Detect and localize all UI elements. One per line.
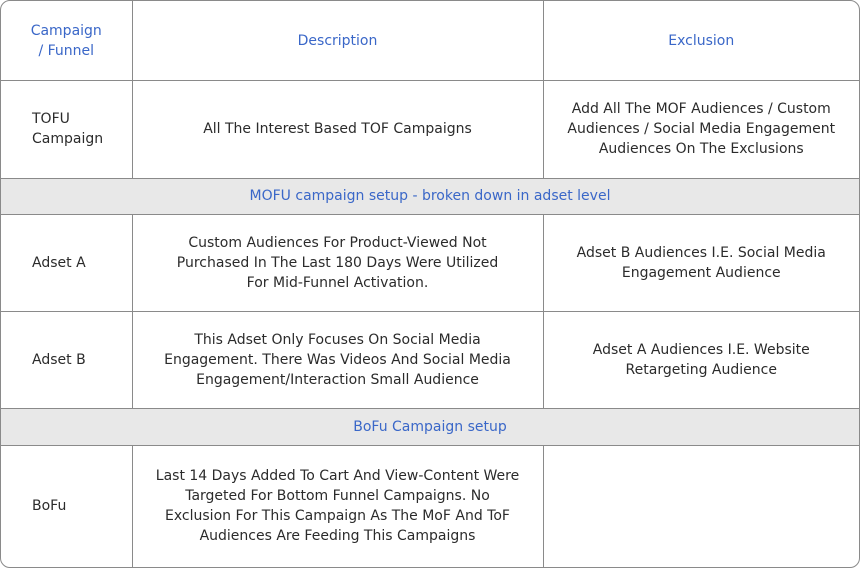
row-description (132, 214, 543, 311)
table-row-tofu (1, 81, 859, 178)
description-line: Engagement/Interaction Small Audience (196, 372, 479, 389)
row-description (132, 312, 543, 409)
description-line: Engagement. There Was Videos And Social Media (164, 352, 511, 369)
exclusion-line: Retargeting Audience (625, 362, 777, 379)
header-campaign-line1: Campaign (30, 22, 102, 39)
header-row (1, 1, 859, 81)
header-exclusion: Exclusion (543, 1, 859, 81)
description-line: Audiences Are Feeding This Campaigns (199, 528, 476, 545)
row-label: Adset A (1, 214, 132, 311)
section-title: MOFU campaign setup - broken down in adset level (1, 178, 859, 214)
row-label-line2: Campaign (32, 131, 104, 148)
description-line: Custom Audiences For Product-Viewed Not (188, 234, 487, 251)
header-campaign-line2: / Funnel (38, 42, 95, 59)
description-line: Last 14 Days Added To Cart And View-Content Were (155, 468, 520, 485)
description-line: For Mid-Funnel Activation. (246, 274, 429, 291)
table-row-adset-b (1, 312, 859, 409)
section-title: BoFu Campaign setup (1, 409, 859, 445)
description-line: Purchased In The Last 180 Days Were Utilized (176, 254, 499, 271)
description-line: Targeted For Bottom Funnel Campaigns. No (185, 488, 490, 505)
exclusion-line: Audiences / Social Media Engagement (567, 121, 836, 138)
table-row-adset-a (1, 214, 859, 311)
exclusion-line: Add All The MOF Audiences / Custom (571, 101, 831, 118)
exclusion-line: Audiences On The Exclusions (598, 141, 804, 158)
header-campaign-funnel (1, 1, 132, 81)
exclusion-line: Engagement Audience (621, 264, 781, 281)
row-description: All The Interest Based TOF Campaigns (132, 81, 543, 178)
row-exclusion (543, 214, 859, 311)
funnel-table-grid (1, 1, 859, 567)
description-line: Exclusion For This Campaign As The MoF And ToF (165, 508, 510, 525)
description-line: This Adset Only Focuses On Social Media (194, 332, 481, 349)
row-label: Adset B (1, 312, 132, 409)
row-exclusion (543, 312, 859, 409)
section-row-bofu (1, 409, 859, 445)
section-row-mofu (1, 178, 859, 214)
exclusion-line: Adset B Audiences I.E. Social Media (576, 244, 826, 261)
row-exclusion (543, 81, 859, 178)
row-label-line1: TOFU (32, 111, 70, 128)
header-description: Description (132, 1, 543, 81)
table-row-bofu (1, 445, 859, 567)
row-exclusion (543, 445, 859, 567)
exclusion-line: Adset A Audiences I.E. Website (592, 342, 810, 359)
row-description (132, 445, 543, 567)
row-label (1, 81, 132, 178)
row-label: BoFu (1, 445, 132, 567)
